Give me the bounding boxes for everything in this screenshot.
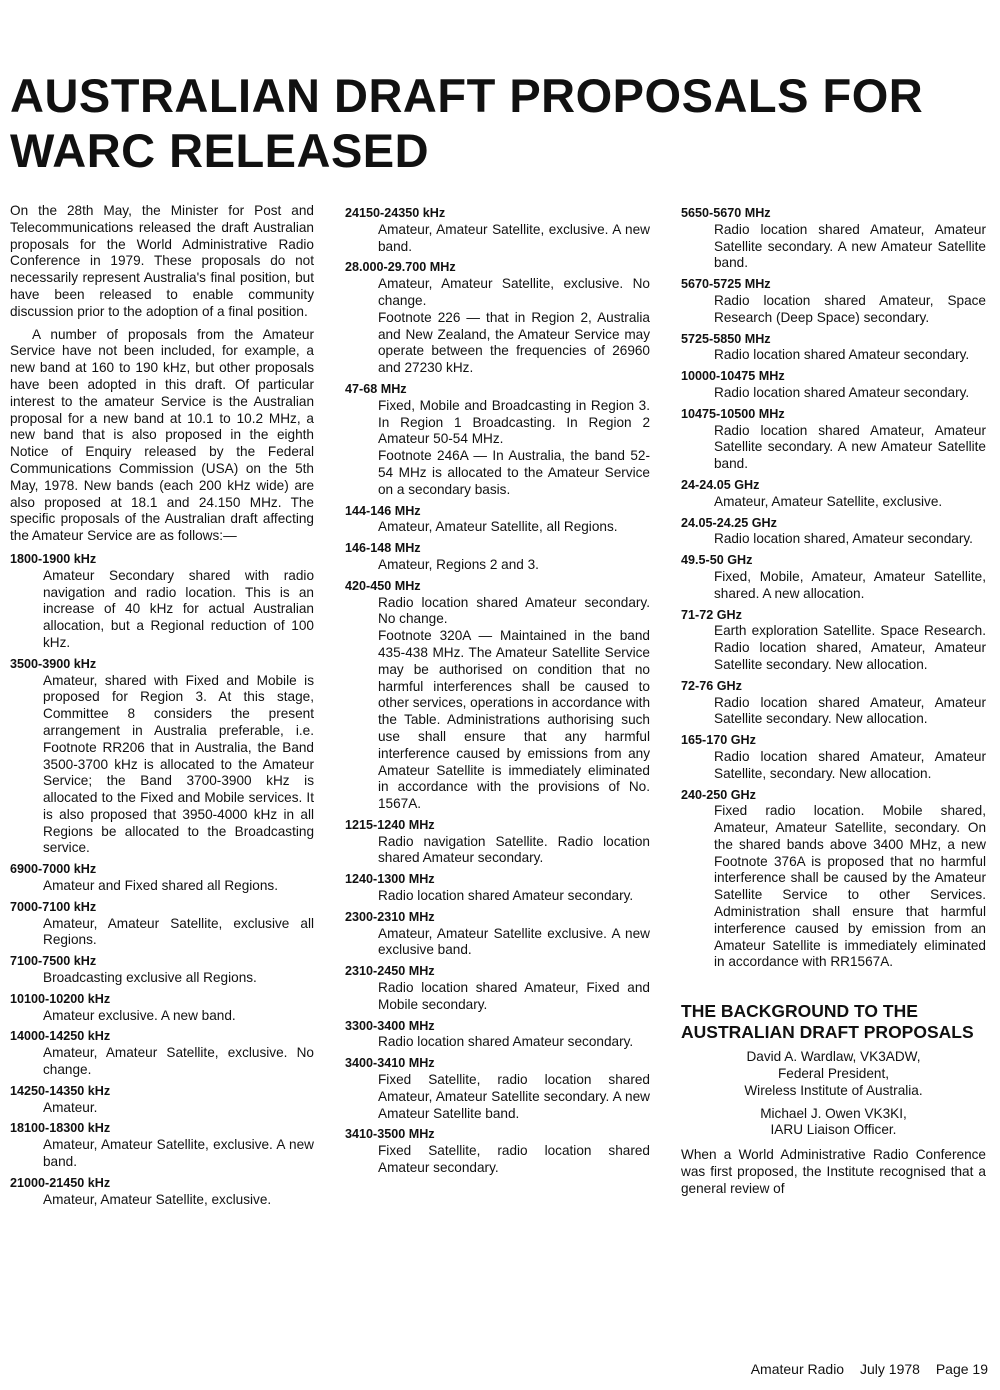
band-label: 3410-3500 MHz	[345, 1127, 435, 1142]
intro-paragraph-2: A number of proposals from the Amateur Service have not been included, for example, a new band at 160 to 190 kHz, but other proposals have been adopted in this draft. Of particular interest to the amateur Service is the Australian proposal for a new band at 10.1 to 10.2 MHz, a new band that is also proposed in the eighth Notice of Enquiry released by the Federal Communications Commission (USA) on the 5th May, 1978. New bands (each 200 kHz wide) are also proposed at 18.1 and 24.150 MHz. The specific proposals of the Australian draft affecting the Amateur Service are as follows:—	[10, 326, 314, 544]
band-entry	[345, 1018, 650, 1052]
band-entry	[681, 515, 986, 549]
band-entry	[345, 909, 650, 959]
band-entry	[345, 871, 650, 905]
band-description: Amateur, shared with Fixed and Mobile is proposed for Region 3. At this stage, Committee 8 considers the present arrangement in Australia preferable, i.e. Footnote RR206 that in Australia, the Band 3500-3700 kHz is allocated to the Amateur Service; the Band 3700-3900 kHz is allocated to the Fixed and Mobile services. It is also proposed that 3950-4000 kHz in all Regions be allocated to the Broadcasting service.	[43, 672, 314, 856]
band-description: Fixed Satellite, radio location shared Amateur secondary.	[378, 1143, 650, 1176]
band-entry	[681, 331, 986, 365]
author-1-organisation: Wireless Institute of Australia.	[744, 1082, 923, 1098]
page-number: Page 19	[935, 1361, 988, 1377]
band-label: 21000-21450 kHz	[10, 1175, 111, 1190]
band-label: 7000-7100 kHz	[10, 899, 97, 914]
band-description: Amateur, Amateur Satellite, exclusive. A new band.	[43, 1137, 314, 1170]
band-entry	[681, 552, 986, 602]
band-label: 144-146 MHz	[345, 503, 421, 518]
band-label: 240-250 GHz	[681, 787, 756, 802]
band-label: 1215-1240 MHz	[345, 817, 435, 832]
band-label: 28.000-29.700 MHz	[345, 260, 456, 275]
band-label: 72-76 GHz	[681, 678, 742, 693]
author-2-name: Michael J. Owen VK3KI,	[760, 1105, 907, 1121]
band-label: 146-148 MHz	[345, 541, 421, 556]
author-2-role: IARU Liaison Officer.	[770, 1122, 897, 1138]
band-label: 10475-10500 MHz	[681, 406, 785, 421]
band-entry	[345, 1055, 650, 1122]
band-description: Radio location shared Amateur, Amateur Satellite secondary. New allocation.	[714, 694, 986, 727]
band-entry	[681, 205, 986, 272]
band-entry	[681, 607, 986, 674]
page-footer	[739, 1361, 988, 1377]
band-label: 47-68 MHz	[345, 381, 407, 396]
band-label: 165-170 GHz	[681, 733, 756, 748]
band-label: 1240-1300 MHz	[345, 872, 435, 887]
band-description: Amateur and Fixed shared all Regions.	[43, 878, 278, 894]
band-description: Radio location shared Amateur secondary.	[378, 1034, 634, 1050]
band-entry	[345, 817, 650, 867]
band-label: 5725-5850 MHz	[681, 331, 771, 346]
band-description: Radio location shared Amateur secondary. No change.	[378, 594, 650, 627]
band-label: 1800-1900 kHz	[10, 551, 97, 566]
band-entry	[345, 1126, 650, 1176]
band-description: Amateur, Amateur Satellite, exclusive. A new band.	[378, 221, 650, 254]
band-description: Fixed radio location. Mobile shared, Amateur, Amateur Satellite, secondary. On the shared bands above 3400 MHz, a new Footnote 376A is proposed that no harmful interference shall be caused by the Amateur Satellite Service to other Services. Administration shall ensure that harmful interference caused by emission from an Amateur Satellite is immediately eliminated in accordance with RR1567A.	[714, 803, 986, 970]
band-description: Radio location shared Amateur secondary.	[378, 888, 634, 904]
band-label: 24150-24350 kHz	[345, 206, 446, 220]
band-entry	[681, 477, 986, 511]
band-label: 2300-2310 MHz	[345, 909, 435, 924]
background-intro-paragraph: When a World Administrative Radio Conference was first proposed, the Institute recognised that a general review of	[681, 1147, 986, 1196]
column-2	[345, 203, 650, 1181]
article-title: AUSTRALIAN DRAFT PROPOSALS FOR WARC RELEASED	[10, 69, 924, 177]
band-label: 24.05-24.25 GHz	[681, 515, 777, 530]
band-label: 6900-7000 kHz	[10, 862, 97, 877]
background-heading: THE BACKGROUND TO THE AUSTRALIAN DRAFT PROPOSALS	[681, 1001, 974, 1043]
band-footnote: Footnote 320A — Maintained in the band 435-438 MHz. The Amateur Satellite Service may be authorised on condition that no harmful interferences shall be caused to other services, operations in accordance with the Table. Administrations authorising such use shall ensure that any harmful interference caused by emissions from any Amateur Satellite is immediately eliminated in accordance with the provisions of No. 1567A.	[378, 628, 651, 812]
band-description: Radio location shared Amateur, Amateur Satellite secondary. A new Amateur Satellite band.	[714, 422, 986, 472]
author-1-role: Federal President,	[777, 1066, 890, 1082]
band-label: 10000-10475 MHz	[681, 369, 785, 384]
band-entry	[10, 1028, 314, 1078]
band-description: Radio location shared, Amateur secondary.	[714, 531, 973, 547]
band-label: 3500-3900 kHz	[10, 656, 97, 671]
band-description: Amateur, Amateur Satellite, all Regions.	[378, 519, 618, 535]
band-entry	[345, 259, 650, 377]
band-label: 7100-7500 kHz	[10, 954, 97, 969]
band-description: Radio navigation Satellite. Radio location shared Amateur secondary.	[378, 833, 650, 866]
band-description: Amateur, Amateur Satellite, exclusive. No change.	[378, 276, 650, 308]
issue-date: July 1978	[860, 1361, 920, 1377]
band-entry	[10, 1120, 314, 1170]
publication-name: Amateur Radio	[750, 1361, 845, 1377]
band-description: Earth exploration Satellite. Space Research. Radio location shared, Amateur, Amateur Satellite secondary. New allocation.	[714, 623, 986, 672]
band-description: Fixed Satellite, radio location shared Amateur, Amateur Satellite secondary. A new Amateur Satellite band.	[378, 1072, 650, 1121]
band-description: Fixed, Mobile and Broadcasting in Region 3. In Region 1 Broadcasting. In Region 2 Amateur 50-54 MHz.	[378, 397, 650, 447]
band-description: Amateur, Amateur Satellite, exclusive.	[43, 1191, 272, 1207]
band-entry	[681, 678, 986, 728]
band-description: Radio location shared Amateur, Amateur Satellite secondary. A new Amateur Satellite band.	[714, 221, 986, 271]
band-label: 420-450 MHz	[345, 578, 421, 593]
band-label: 5650-5670 MHz	[681, 206, 771, 220]
band-entry	[681, 276, 986, 326]
band-label: 5670-5725 MHz	[681, 277, 771, 292]
band-description: Radio location shared Amateur secondary.	[714, 347, 970, 363]
band-description: Radio location shared Amateur, Amateur Satellite, secondary. New allocation.	[714, 748, 986, 781]
band-entry	[10, 861, 314, 895]
band-description: Amateur Secondary shared with radio navigation and radio location. This is an increase of 40 kHz for actual Australian allocation, but a Regional reduction of 100 kHz.	[43, 567, 314, 650]
band-entry	[10, 551, 314, 652]
author-1-name: David A. Wardlaw, VK3ADW,	[746, 1049, 921, 1065]
band-label: 14250-14350 kHz	[10, 1083, 111, 1098]
band-label: 3400-3410 MHz	[345, 1056, 435, 1071]
band-footnote: Footnote 246A — In Australia, the band 52-54 MHz is allocated to the Amateur Service on a secondary basis.	[378, 448, 650, 497]
band-description: Radio location shared Amateur secondary.	[714, 384, 970, 400]
band-entry	[345, 540, 650, 574]
band-label: 2310-2450 MHz	[345, 964, 435, 979]
band-description: Radio location shared Amateur, Fixed and Mobile secondary.	[378, 980, 650, 1012]
band-description: Amateur, Amateur Satellite, exclusive all Regions.	[43, 915, 314, 948]
band-label: 49.5-50 GHz	[681, 553, 753, 568]
band-entry	[345, 963, 650, 1013]
band-description: Radio location shared Amateur, Space Research (Deep Space) secondary.	[714, 292, 986, 325]
band-label: 71-72 GHz	[681, 607, 742, 622]
band-entry	[10, 656, 314, 858]
band-description: Amateur exclusive. A new band.	[43, 1007, 236, 1023]
band-label: 10100-10200 kHz	[10, 991, 111, 1006]
band-entry	[10, 1083, 314, 1117]
band-entry	[345, 381, 650, 499]
band-label: 3300-3400 MHz	[345, 1018, 435, 1033]
band-description: Amateur, Amateur Satellite, exclusive. No change.	[43, 1045, 314, 1078]
band-entry	[10, 991, 314, 1025]
band-entry	[10, 1175, 314, 1209]
band-entry	[681, 406, 986, 473]
band-entry	[681, 732, 986, 782]
band-label: 14000-14250 kHz	[10, 1029, 111, 1044]
band-entry	[681, 368, 986, 402]
band-entry	[10, 899, 314, 949]
column-1	[10, 203, 314, 1212]
band-description: Amateur, Amateur Satellite exclusive. A new exclusive band.	[378, 925, 650, 958]
intro-paragraph-1: On the 28th May, the Minister for Post and Telecommunications released the draft Australian proposals for the World Administrative Radio Conference in 1979. These proposals do not necessarily represent Australia's final position, but have been released to enable community discussion prior to the adoption of a final position.	[10, 203, 314, 319]
band-description: Fixed, Mobile, Amateur, Amateur Satellite, shared. A new allocation.	[714, 568, 986, 601]
band-entry	[345, 205, 650, 255]
band-entry	[345, 503, 650, 537]
band-footnote: Footnote 226 — that in Region 2, Australia and New Zealand, the Amateur Service may operate between the frequencies of 26960 and 27230 kHz.	[378, 309, 650, 376]
band-description: Broadcasting exclusive all Regions.	[43, 970, 257, 986]
band-entry	[345, 578, 650, 813]
column-3	[681, 203, 986, 1204]
band-label: 18100-18300 kHz	[10, 1121, 111, 1136]
band-entry	[10, 953, 314, 987]
band-label: 24-24.05 GHz	[681, 477, 760, 492]
band-entry	[681, 787, 986, 972]
band-description: Amateur, Amateur Satellite, exclusive.	[714, 493, 943, 509]
band-description: Amateur, Regions 2 and 3.	[378, 556, 539, 572]
band-description: Amateur.	[43, 1099, 98, 1115]
